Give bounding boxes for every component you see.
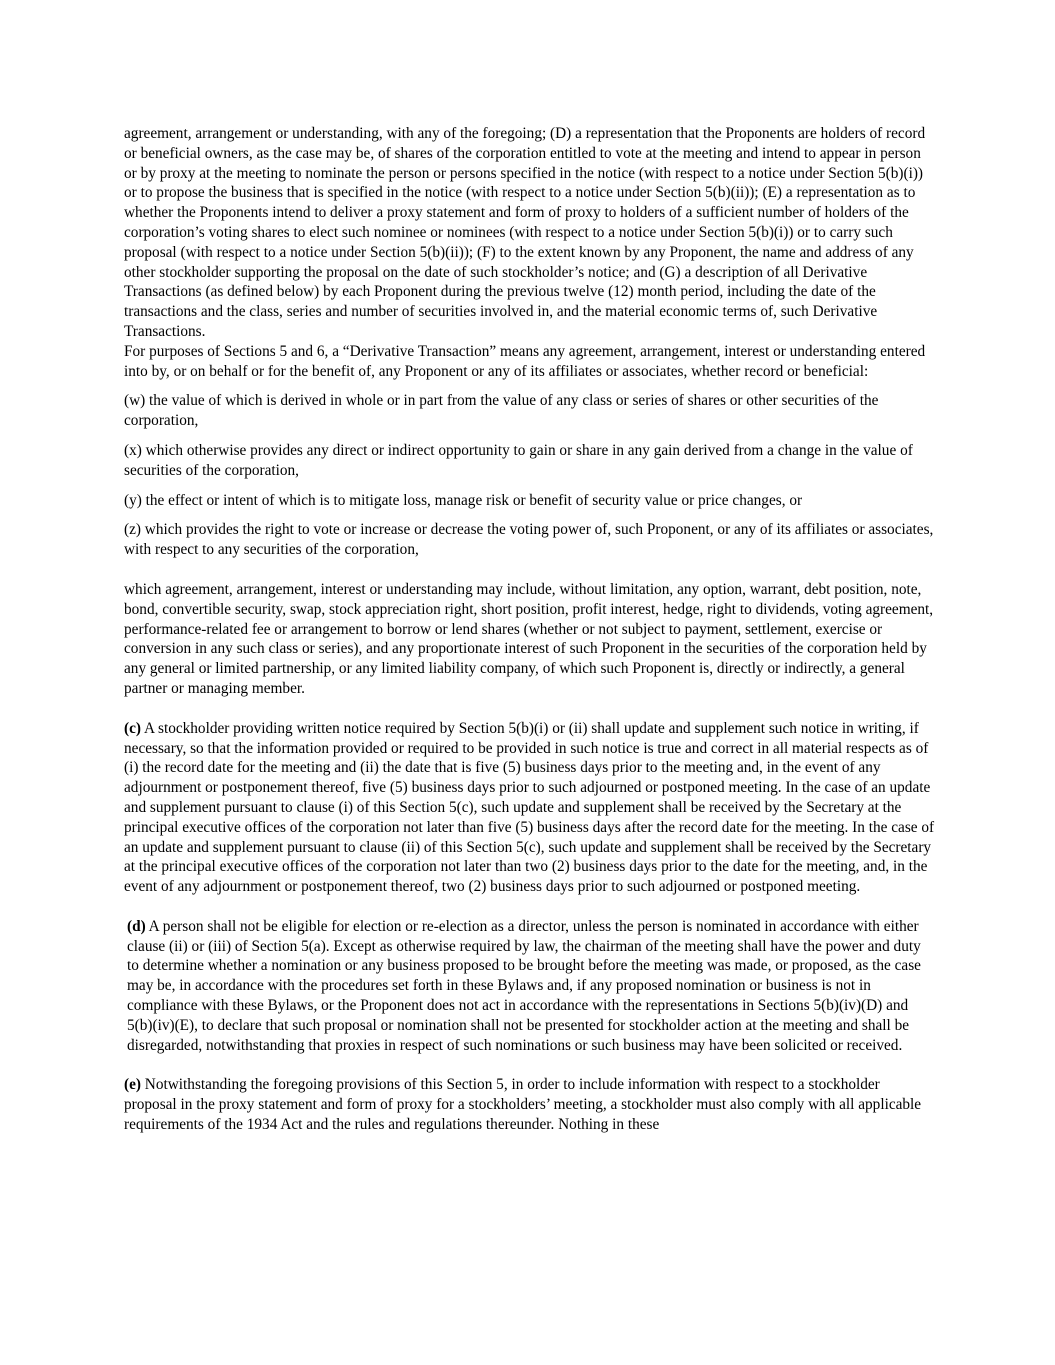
section-d-text: A person shall not be eligible for election or re-election as a director, unless the person is nominated in accordance with either clause (ii) or (iii) of Section 5(a). Except as otherwise required by law, the chairman of the meeting shall have the power and duty to determine whether a nomination or any business proposed to be brought before the meeting was made, or proposed, as the case may be, in accordance with the procedures set forth in these Bylaws and, if any proposed nomination or business is not in compliance with these Bylaws, or the Proponent does not act in accordance with the representations in Sections 5(b)(iv)(D) and 5(b)(iv)(E), to declare that such proposal or nomination shall not be presented for stockholder action at the meeting and shall be disregarded, notwithstanding that proxies in respect of such nominations or such business may have been solicited or received. — [127, 917, 921, 1054]
section-e-text: Notwithstanding the foregoing provisions of this Section 5, in order to include information with respect to a stockholder proposal in the proxy statement and form of proxy for a stockholders’ meeting, a stockholder must also comply with all applicable requirements of the 1934 Act and the rules and regulations thereunder. Nothing in these — [124, 1076, 922, 1134]
which-agreement-paragraph: which agreement, arrangement, interest or understanding may include, without limitation, any option, warrant, debt position, note, bond, convertible security, swap, stock appreciation right, short position, profit interest, hedge, right to dividends, voting agreement, performance-related fee or arrangement to borrow or lend shares (whether or not subject to payment, settlement, exercise or conversion in any such class or series), and any proportionate interest of such Proponent in the securities of the corporation held by any general or limited partnership, or any limited liability company, of which such Proponent is, directly or indirectly, a general partner or managing member. — [124, 580, 934, 697]
document-page — [124, 124, 936, 1135]
section-c-text: A stockholder providing written notice required by Section 5(b)(i) or (ii) shall update and supplement such notice in writing, if necessary, so that the information provided or required to be provided in such notice is true and correct in all material respects as of (i) the record date for the meeting and (ii) the date that is five (5) business days prior to the meeting and, in the event of any adjournment or postponement thereof, five (5) business days prior to such adjourned or postponed meeting. In the case of an update and supplement pursuant to clause (i) of this Section 5(c), such update and supplement shall be received by the Secretary at the principal executive offices of the corporation not later than five (5) business days after the record date for the meeting. In the case of an update and supplement pursuant to clause (ii) of this Section 5(c), such update and supplement shall be received by the Secretary at the principal executive offices of the corporation not later than two (2) business days prior to the date for the meeting, and, in the event of any adjournment or postponement thereof, two (2) business days prior to such adjourned or postponed meeting. — [124, 719, 935, 896]
section-e-label: (e) — [124, 1076, 141, 1094]
list-item-y: (y) the effect or intent of which is to mitigate loss, manage risk or benefit of security value or price changes, or — [124, 491, 803, 509]
section-d-paragraph — [124, 917, 936, 1056]
list-item-x: (x) which otherwise provides any direct or indirect opportunity to gain or share in any gain derived from a change in the value of securities of the corporation, — [124, 441, 913, 479]
section-e-paragraph — [124, 1075, 936, 1134]
list-item-w: (w) the value of which is derived in whole or in part from the value of any class or series of shares or other securities of the corporation, — [124, 392, 879, 430]
section-c-label: (c) — [124, 719, 141, 737]
list-item-z: (z) which provides the right to vote or increase or decrease the voting power of, such Proponent, or any of its affiliates or associates, with respect to any securities of the corporation, — [124, 521, 934, 559]
derivative-definition-intro: For purposes of Sections 5 and 6, a “Derivative Transaction” means any agreement, arrangement, interest or understanding entered into by, or on behalf or for the benefit of, any Proponent or any of its affiliates or associates, whether record or beneficial: — [124, 342, 926, 380]
section-c-paragraph — [124, 719, 936, 897]
section-d-label: (d) — [127, 917, 146, 935]
continuation-paragraph: agreement, arrangement or understanding, with any of the foregoing; (D) a representation that the Proponents are holders of record or beneficial owners, as the case may be, of shares of the corporation entitled to vote at the meeting and intend to appear in person or by proxy at the meeting to nominate the person or persons specified in the notice (with respect to a notice under Section 5(b)(i)) or to propose the business that is specified in the notice (with respect to a notice under Section 5(b)(ii)); (E) a representation as to whether the Proponents intend to deliver a proxy statement and form of proxy to holders of a sufficient number of holders of the corporation’s voting shares to elect such nominee or nominees (with respect to a notice under Section 5(b)(i)) or to carry such proposal (with respect to a notice under Section 5(b)(ii)); (F) to the extent known by any Proponent, the name and address of any other stockholder supporting the proposal on the date of such stockholder’s notice; and (G) a description of all Derivative Transactions (as defined below) by each Proponent during the previous twelve (12) month period, including the date of the transactions and the class, series and number of securities involved in, and the material economic terms of, such Derivative Transactions. — [124, 125, 926, 340]
